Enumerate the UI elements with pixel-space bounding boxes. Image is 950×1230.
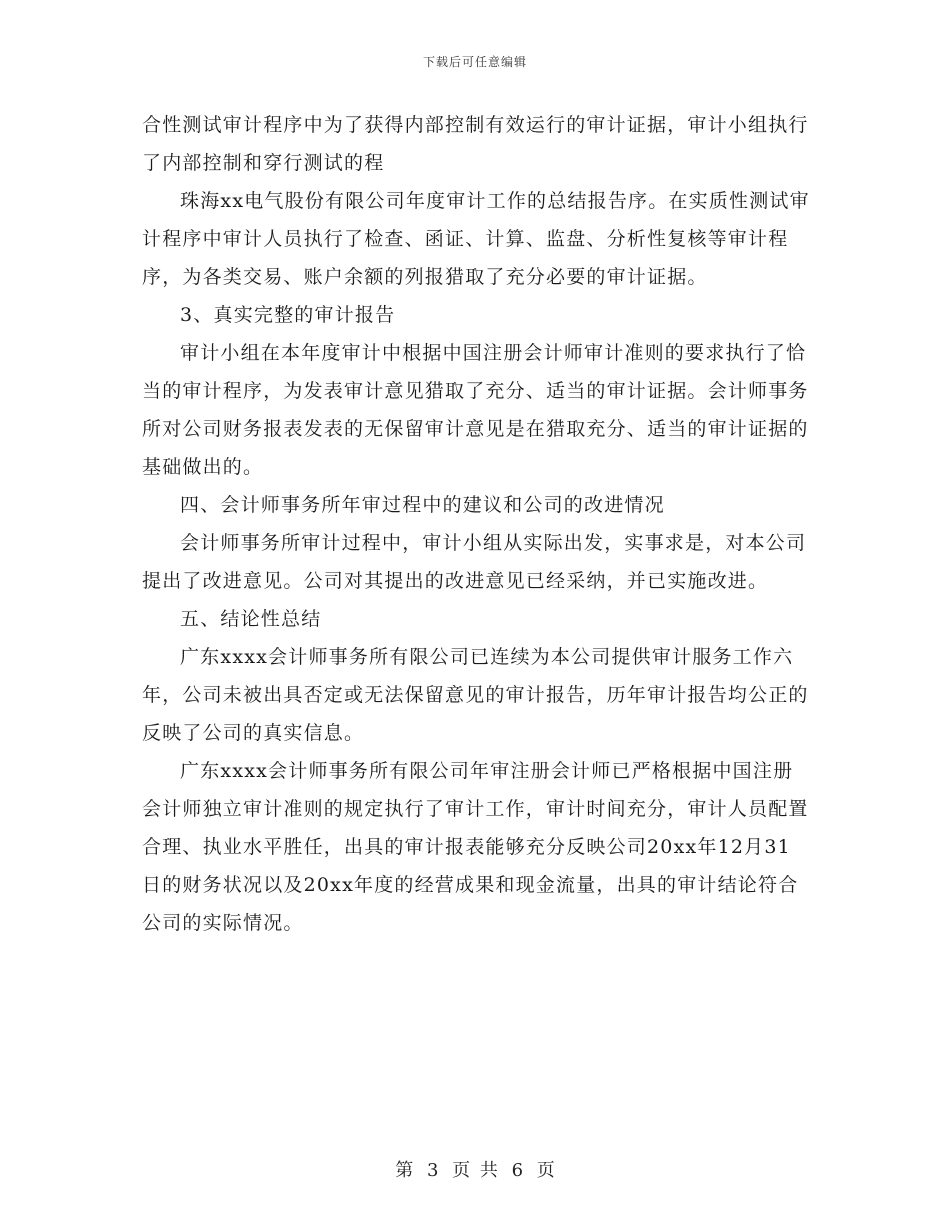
paragraph: 广东xxxx会计师事务所有限公司年审注册会计师已严格根据中国注册会计师独立审计准则的规定执行了审计工作，审计时间充分，审计人员配置合理、执业水平胜任，出具的审计报表能够充分反映公司20xx年12月31日的财务状况以及20xx年度的经营成果和现金流量，出具的审计结论符合公司的实际情况。 — [142, 760, 809, 934]
footer-prefix: 第 — [395, 1160, 414, 1181]
footer-page-number: 3 — [426, 1160, 439, 1181]
footer-mid: 页 共 — [452, 1160, 498, 1181]
section-heading: 3、真实完整的审计报告 — [180, 304, 396, 326]
document-body — [142, 106, 810, 942]
page-footer — [0, 1156, 950, 1182]
section-heading: 四、会计师事务所年审过程中的建议和公司的改进情况 — [180, 494, 665, 516]
footer-total-pages: 6 — [511, 1160, 524, 1181]
paragraph-continuation: 合性测试审计程序中为了获得内部控制有效运行的审计证据，审计小组执行了内部控制和穿行测试的程 — [142, 114, 809, 174]
section-heading: 五、结论性总结 — [180, 608, 322, 630]
paragraph: 珠海xx电气股份有限公司年度审计工作的总结报告序。在实质性测试审计程序中审计人员执行了检查、函证、计算、监盘、分析性复核等审计程序，为各类交易、账户余额的列报猎取了充分必要的审计证据。 — [142, 190, 810, 288]
paragraph: 广东xxxx会计师事务所有限公司已连续为本公司提供审计服务工作六年，公司未被出具否定或无法保留意见的审计报告，历年审计报告均公正的反映了公司的真实信息。 — [142, 646, 809, 744]
page-header: 下载后可任意编辑 — [422, 55, 527, 69]
footer-suffix: 页 — [536, 1160, 555, 1181]
paragraph: 审计小组在本年度审计中根据中国注册会计师审计准则的要求执行了恰当的审计程序，为发表审计意见猎取了充分、适当的审计证据。会计师事务所对公司财务报表发表的无保留审计意见是在猎取充分、适当的审计证据的基础做出的。 — [142, 342, 809, 478]
paragraph: 会计师事务所审计过程中，审计小组从实际出发，实事求是，对本公司提出了改进意见。公司对其提出的改进意见已经采纳，并已实施改进。 — [142, 532, 807, 592]
